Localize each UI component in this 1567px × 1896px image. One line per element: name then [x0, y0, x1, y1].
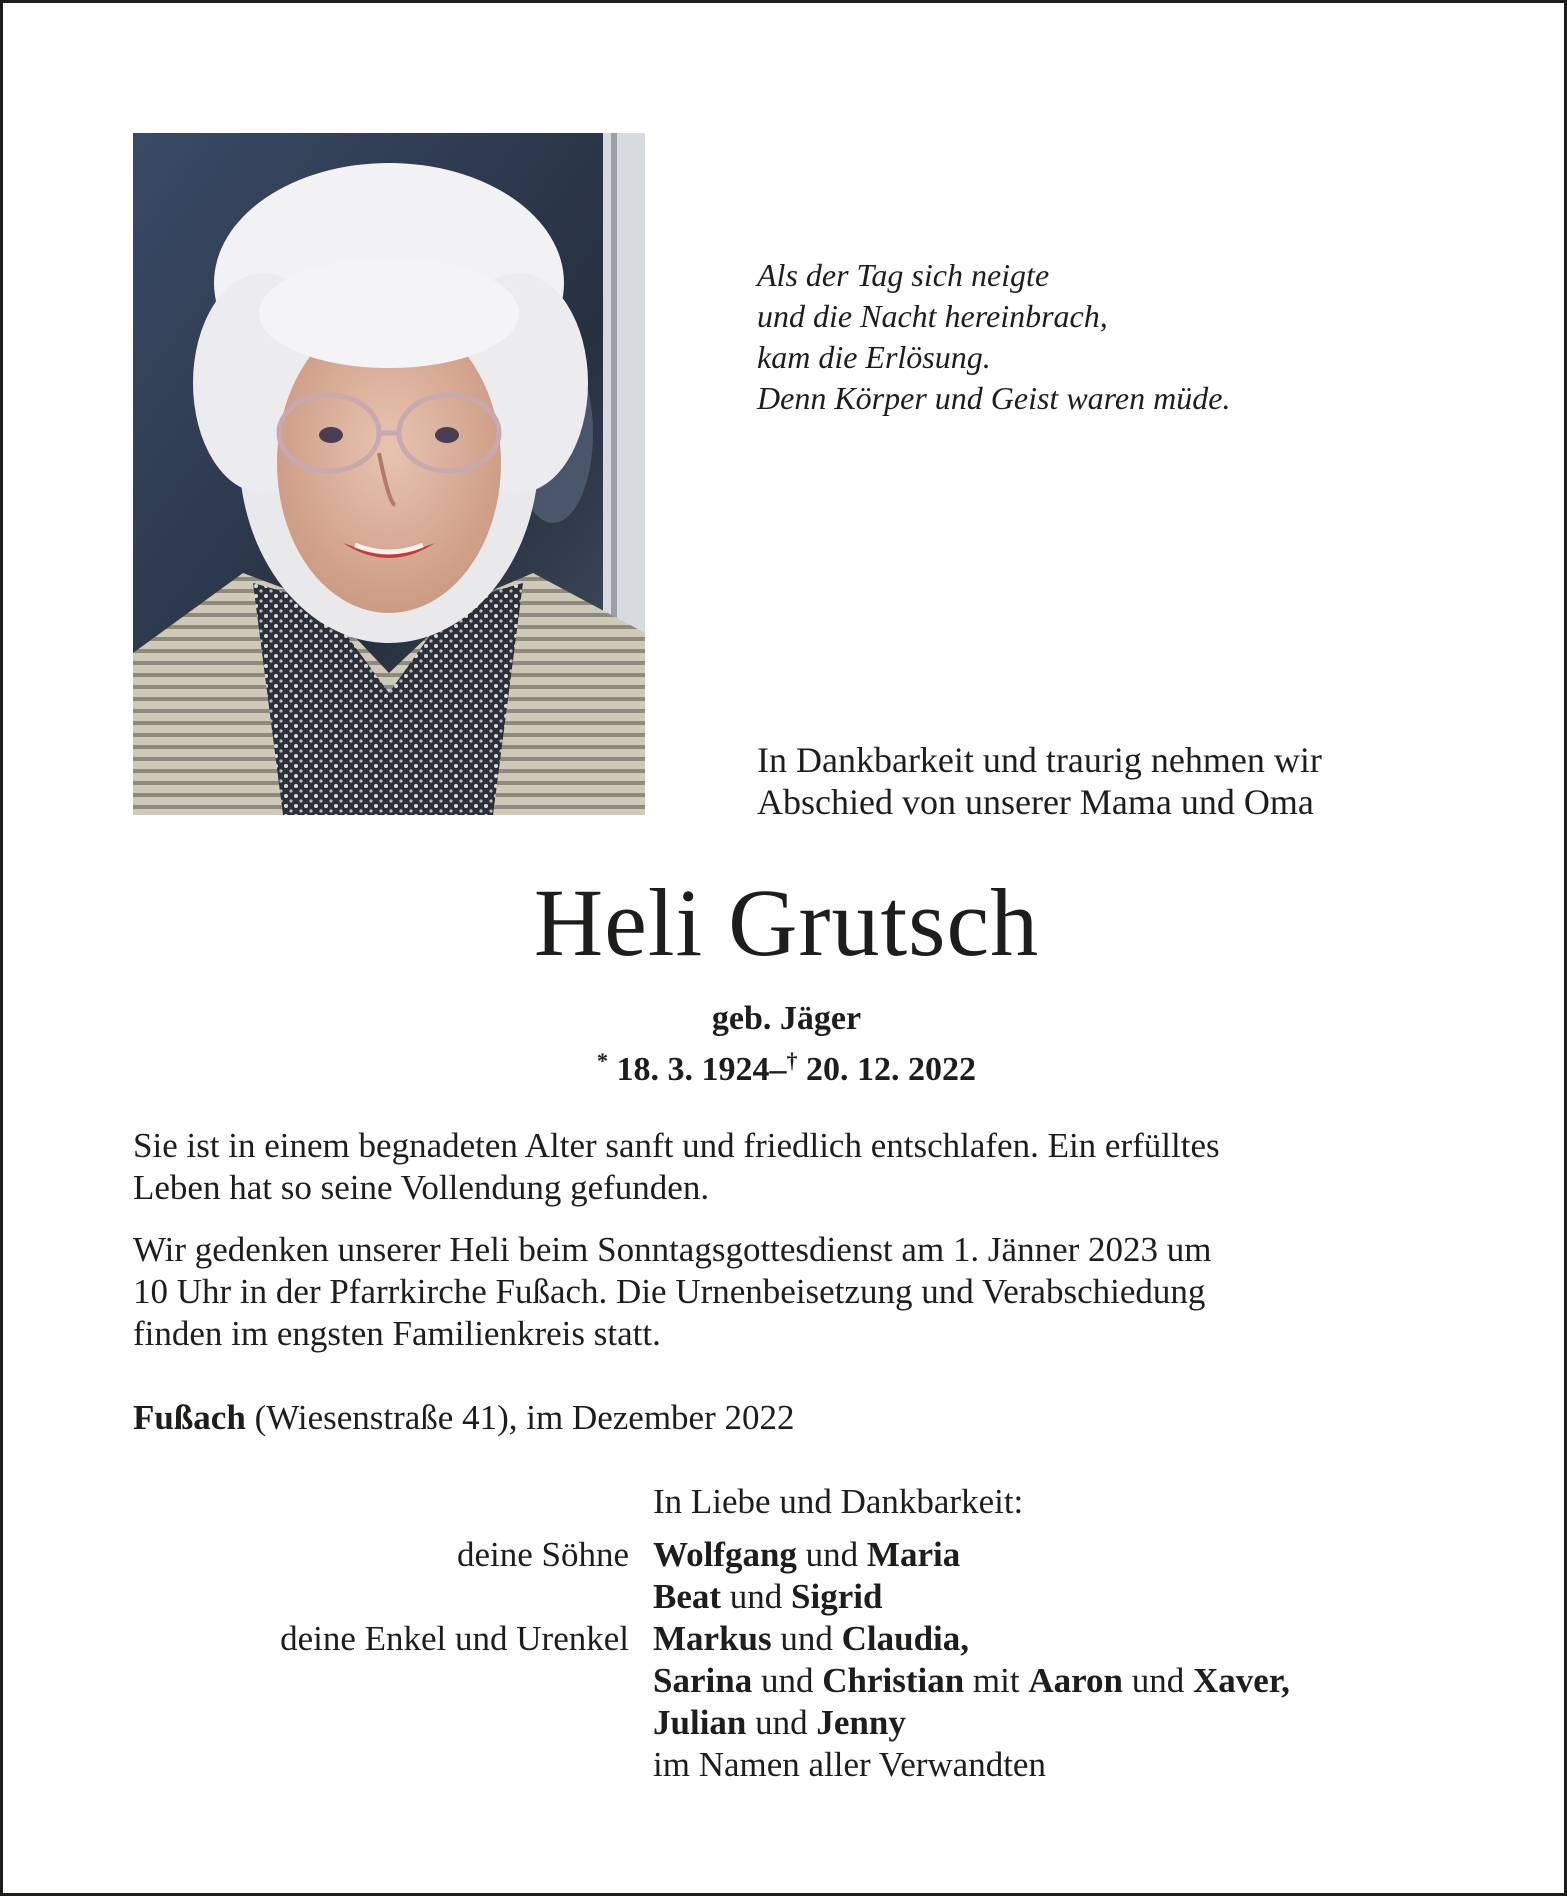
mourner-line	[653, 1576, 882, 1618]
intro-text	[757, 739, 1477, 823]
paragraph-line: Wir gedenken unserer Heli beim Sonntagsgottesdienst am 1. Jänner 2023 um	[133, 1230, 1212, 1269]
mourner-name: Julian	[653, 1703, 747, 1742]
life-dates	[3, 1041, 1567, 1090]
poem	[757, 255, 1477, 419]
place-date-line	[133, 1397, 1453, 1439]
mourner-line	[653, 1702, 906, 1744]
poem-line: und die Nacht hereinbrach,	[757, 298, 1108, 334]
mourner-name: Christian	[822, 1661, 965, 1700]
poem-line: Denn Körper und Geist waren müde.	[757, 380, 1231, 416]
paragraph-service	[133, 1229, 1453, 1355]
mourner-name: Sigrid	[791, 1577, 883, 1616]
sons-label: deine Söhne	[456, 1535, 629, 1574]
paragraph-line: finden im engsten Familienkreis statt.	[133, 1314, 661, 1353]
mourner-name: Sarina	[653, 1661, 753, 1700]
birth-date: 18. 3. 1924	[616, 1051, 770, 1088]
grandchildren-label: deine Enkel und Urenkel	[280, 1619, 629, 1658]
date-separator: –	[769, 1051, 787, 1088]
conjunction: und	[796, 1535, 867, 1574]
paragraph-line: Leben hat so seine Vollendung gefunden.	[133, 1168, 710, 1207]
mourner-name: Maria	[866, 1535, 961, 1574]
mourner-name: Beat	[653, 1577, 722, 1616]
punctuation: ,	[1281, 1661, 1290, 1700]
conjunction: und	[721, 1577, 792, 1616]
mourner-line	[653, 1660, 1290, 1702]
mourner-name: Wolfgang	[653, 1535, 797, 1574]
conjunction: und	[746, 1703, 817, 1742]
intro-line: Abschied von unserer Mama und Oma	[757, 782, 1314, 822]
death-date: 20. 12. 2022	[806, 1051, 976, 1088]
conjunction: mit	[964, 1661, 1029, 1700]
paragraph-line: Sie ist in einem begnadeten Alter sanft und friedlich entschlafen. Ein erfülltes	[133, 1126, 1220, 1165]
birth-symbol: *	[597, 1048, 608, 1073]
place-address-date: (Wiesenstraße 41), im Dezember 2022	[245, 1398, 795, 1437]
conjunction: und	[771, 1619, 842, 1658]
mourner-name: Markus	[653, 1619, 772, 1658]
deceased-name: Heli Grutsch	[533, 869, 1040, 976]
mourner-name: Xaver	[1193, 1661, 1282, 1700]
punctuation: ,	[960, 1619, 970, 1658]
mourner-name: Claudia	[841, 1619, 961, 1658]
mourners-heading: In Liebe und Dankbarkeit:	[653, 1482, 1024, 1521]
place-name: Fußach	[133, 1398, 246, 1437]
portrait-photo-icon	[133, 133, 645, 815]
maiden-name: geb. Jäger	[711, 1000, 862, 1037]
death-symbol: †	[786, 1048, 798, 1073]
intro-line: In Dankbarkeit und traurig nehmen wir	[757, 740, 1322, 780]
mourners-closing: im Namen aller Verwandten	[653, 1745, 1046, 1784]
mourner-line	[653, 1618, 969, 1660]
conjunction: und	[752, 1661, 823, 1700]
poem-line: kam die Erlösung.	[757, 339, 991, 375]
paragraph-farewell	[133, 1125, 1453, 1209]
mourner-line	[653, 1534, 960, 1576]
mourner-name: Aaron	[1028, 1661, 1124, 1700]
poem-line: Als der Tag sich neigte	[757, 257, 1050, 293]
paragraph-line: 10 Uhr in der Pfarrkirche Fußach. Die Urnenbeisetzung und Verabschiedung	[133, 1272, 1206, 1311]
portrait-photo	[133, 133, 645, 815]
conjunction: und	[1123, 1661, 1194, 1700]
mourner-name: Jenny	[816, 1703, 906, 1742]
